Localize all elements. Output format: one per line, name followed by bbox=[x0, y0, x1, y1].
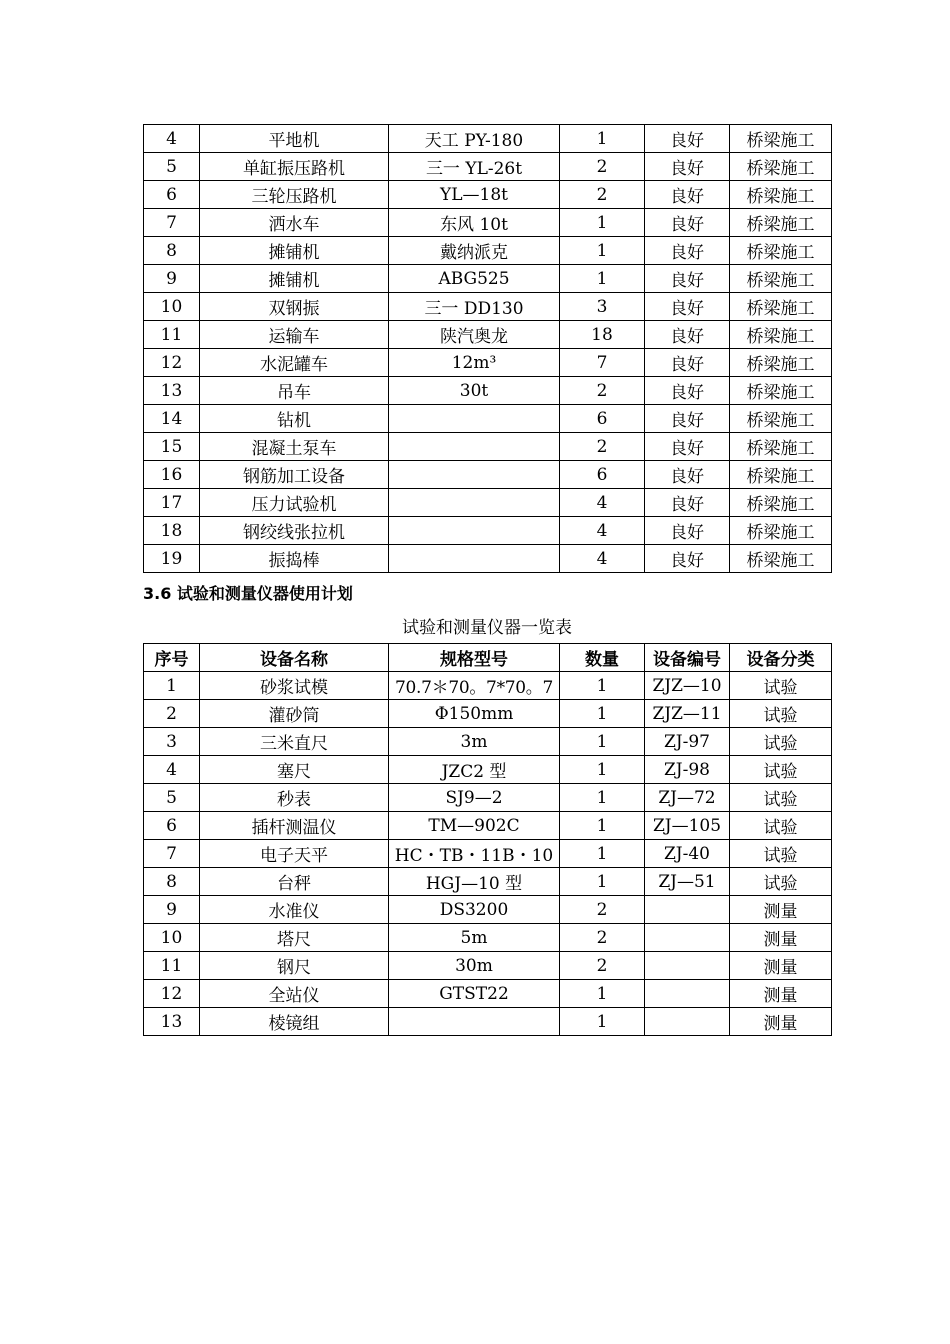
table-row bbox=[144, 924, 832, 952]
equipment-name-cell: 双钢振 bbox=[200, 293, 389, 321]
row-number-cell: 11 bbox=[144, 321, 200, 349]
spec-cell: 3m bbox=[389, 728, 560, 756]
equipment-name-cell: 钻机 bbox=[200, 405, 389, 433]
usage-cell: 桥梁施工 bbox=[730, 321, 832, 349]
quantity-cell: 1 bbox=[560, 980, 645, 1008]
instrument-name-cell: 全站仪 bbox=[200, 980, 389, 1008]
row-number-cell: 11 bbox=[144, 952, 200, 980]
table-row bbox=[144, 181, 832, 209]
row-number-cell: 7 bbox=[144, 209, 200, 237]
spec-cell: HC・TB・11B・10 bbox=[389, 840, 560, 868]
instrument-name-cell: 插杆测温仪 bbox=[200, 812, 389, 840]
model-cell bbox=[389, 545, 560, 573]
quantity-cell: 1 bbox=[560, 840, 645, 868]
equipment-name-cell: 混凝土泵车 bbox=[200, 433, 389, 461]
table-row bbox=[144, 377, 832, 405]
category-cell: 试验 bbox=[730, 756, 832, 784]
usage-cell: 桥梁施工 bbox=[730, 405, 832, 433]
model-cell: 三一 YL-26t bbox=[389, 153, 560, 181]
quantity-cell: 2 bbox=[560, 924, 645, 952]
model-cell: 天工 PY-180 bbox=[389, 125, 560, 153]
condition-cell: 良好 bbox=[645, 545, 730, 573]
quantity-cell: 2 bbox=[560, 377, 645, 405]
column-header: 设备编号 bbox=[645, 644, 730, 672]
row-number-cell: 3 bbox=[144, 728, 200, 756]
condition-cell: 良好 bbox=[645, 405, 730, 433]
equipment-name-cell: 摊铺机 bbox=[200, 265, 389, 293]
equipment-code-cell bbox=[645, 1008, 730, 1036]
model-cell: 30t bbox=[389, 377, 560, 405]
column-header: 设备名称 bbox=[200, 644, 389, 672]
spec-cell: Φ150mm bbox=[389, 700, 560, 728]
row-number-cell: 12 bbox=[144, 980, 200, 1008]
equipment-name-cell: 平地机 bbox=[200, 125, 389, 153]
spec-cell: 70.7＊70。7*70。7 bbox=[389, 672, 560, 700]
quantity-cell: 6 bbox=[560, 405, 645, 433]
equipment-name-cell: 钢筋加工设备 bbox=[200, 461, 389, 489]
equipment-name-cell: 压力试验机 bbox=[200, 489, 389, 517]
column-header: 规格型号 bbox=[389, 644, 560, 672]
instrument-table-body bbox=[144, 672, 832, 1036]
category-cell: 试验 bbox=[730, 728, 832, 756]
usage-cell: 桥梁施工 bbox=[730, 545, 832, 573]
category-cell: 试验 bbox=[730, 672, 832, 700]
equipment-code-cell bbox=[645, 952, 730, 980]
equipment-name-cell: 吊车 bbox=[200, 377, 389, 405]
machine-table-body bbox=[144, 125, 832, 573]
table-row bbox=[144, 153, 832, 181]
quantity-cell: 1 bbox=[560, 728, 645, 756]
section-heading: 3.6 试验和测量仪器使用计划 bbox=[143, 584, 353, 603]
equipment-code-cell: ZJZ—11 bbox=[645, 700, 730, 728]
table-row bbox=[144, 293, 832, 321]
table-row bbox=[144, 545, 832, 573]
row-number-cell: 5 bbox=[144, 153, 200, 181]
row-number-cell: 8 bbox=[144, 868, 200, 896]
model-cell: 12m³ bbox=[389, 349, 560, 377]
table-row bbox=[144, 517, 832, 545]
equipment-name-cell: 钢绞线张拉机 bbox=[200, 517, 389, 545]
usage-cell: 桥梁施工 bbox=[730, 377, 832, 405]
row-number-cell: 6 bbox=[144, 812, 200, 840]
instrument-name-cell: 棱镜组 bbox=[200, 1008, 389, 1036]
row-number-cell: 10 bbox=[144, 293, 200, 321]
equipment-name-cell: 单缸振压路机 bbox=[200, 153, 389, 181]
table-row bbox=[144, 125, 832, 153]
equipment-name-cell: 洒水车 bbox=[200, 209, 389, 237]
column-header: 设备分类 bbox=[730, 644, 832, 672]
instrument-name-cell: 塞尺 bbox=[200, 756, 389, 784]
condition-cell: 良好 bbox=[645, 153, 730, 181]
spec-cell: 5m bbox=[389, 924, 560, 952]
row-number-cell: 4 bbox=[144, 125, 200, 153]
model-cell: 三一 DD130 bbox=[389, 293, 560, 321]
quantity-cell: 6 bbox=[560, 461, 645, 489]
condition-cell: 良好 bbox=[645, 293, 730, 321]
quantity-cell: 1 bbox=[560, 209, 645, 237]
equipment-code-cell bbox=[645, 896, 730, 924]
equipment-code-cell: ZJZ—10 bbox=[645, 672, 730, 700]
model-cell: YL—18t bbox=[389, 181, 560, 209]
spec-cell: 30m bbox=[389, 952, 560, 980]
spec-cell: GTST22 bbox=[389, 980, 560, 1008]
table-row bbox=[144, 980, 832, 1008]
quantity-cell: 1 bbox=[560, 1008, 645, 1036]
category-cell: 试验 bbox=[730, 784, 832, 812]
column-header: 数量 bbox=[560, 644, 645, 672]
table-row bbox=[144, 461, 832, 489]
table-row bbox=[144, 756, 832, 784]
equipment-code-cell: ZJ-40 bbox=[645, 840, 730, 868]
row-number-cell: 18 bbox=[144, 517, 200, 545]
row-number-cell: 9 bbox=[144, 265, 200, 293]
condition-cell: 良好 bbox=[645, 265, 730, 293]
table-row bbox=[144, 489, 832, 517]
table-row bbox=[144, 237, 832, 265]
row-number-cell: 9 bbox=[144, 896, 200, 924]
model-cell: 东风 10t bbox=[389, 209, 560, 237]
category-cell: 测量 bbox=[730, 980, 832, 1008]
instrument-name-cell: 塔尺 bbox=[200, 924, 389, 952]
condition-cell: 良好 bbox=[645, 377, 730, 405]
quantity-cell: 3 bbox=[560, 293, 645, 321]
equipment-code-cell: ZJ—105 bbox=[645, 812, 730, 840]
instrument-name-cell: 三米直尺 bbox=[200, 728, 389, 756]
condition-cell: 良好 bbox=[645, 433, 730, 461]
instrument-table bbox=[143, 643, 832, 1036]
usage-cell: 桥梁施工 bbox=[730, 293, 832, 321]
quantity-cell: 4 bbox=[560, 489, 645, 517]
category-cell: 测量 bbox=[730, 952, 832, 980]
quantity-cell: 1 bbox=[560, 784, 645, 812]
spec-cell: SJ9—2 bbox=[389, 784, 560, 812]
quantity-cell: 2 bbox=[560, 181, 645, 209]
usage-cell: 桥梁施工 bbox=[730, 237, 832, 265]
equipment-code-cell: ZJ-98 bbox=[645, 756, 730, 784]
row-number-cell: 1 bbox=[144, 672, 200, 700]
row-number-cell: 12 bbox=[144, 349, 200, 377]
quantity-cell: 1 bbox=[560, 125, 645, 153]
instrument-name-cell: 台秤 bbox=[200, 868, 389, 896]
usage-cell: 桥梁施工 bbox=[730, 489, 832, 517]
table-row bbox=[144, 672, 832, 700]
usage-cell: 桥梁施工 bbox=[730, 125, 832, 153]
header-row bbox=[144, 644, 832, 672]
quantity-cell: 7 bbox=[560, 349, 645, 377]
usage-cell: 桥梁施工 bbox=[730, 153, 832, 181]
model-cell: ABG525 bbox=[389, 265, 560, 293]
category-cell: 试验 bbox=[730, 868, 832, 896]
quantity-cell: 2 bbox=[560, 896, 645, 924]
instrument-name-cell: 电子天平 bbox=[200, 840, 389, 868]
usage-cell: 桥梁施工 bbox=[730, 265, 832, 293]
category-cell: 试验 bbox=[730, 812, 832, 840]
row-number-cell: 8 bbox=[144, 237, 200, 265]
quantity-cell: 1 bbox=[560, 700, 645, 728]
instrument-table-header bbox=[144, 644, 832, 672]
quantity-cell: 1 bbox=[560, 868, 645, 896]
quantity-cell: 1 bbox=[560, 237, 645, 265]
table-row bbox=[144, 349, 832, 377]
model-cell bbox=[389, 461, 560, 489]
spec-cell: DS3200 bbox=[389, 896, 560, 924]
quantity-cell: 1 bbox=[560, 812, 645, 840]
condition-cell: 良好 bbox=[645, 125, 730, 153]
equipment-code-cell: ZJ—51 bbox=[645, 868, 730, 896]
category-cell: 测量 bbox=[730, 1008, 832, 1036]
table-row bbox=[144, 700, 832, 728]
condition-cell: 良好 bbox=[645, 321, 730, 349]
row-number-cell: 5 bbox=[144, 784, 200, 812]
table-row bbox=[144, 812, 832, 840]
quantity-cell: 2 bbox=[560, 153, 645, 181]
spec-cell bbox=[389, 1008, 560, 1036]
row-number-cell: 14 bbox=[144, 405, 200, 433]
instrument-name-cell: 灌砂筒 bbox=[200, 700, 389, 728]
table-row bbox=[144, 868, 832, 896]
condition-cell: 良好 bbox=[645, 237, 730, 265]
model-cell: 陕汽奥龙 bbox=[389, 321, 560, 349]
quantity-cell: 4 bbox=[560, 517, 645, 545]
condition-cell: 良好 bbox=[645, 181, 730, 209]
quantity-cell: 1 bbox=[560, 672, 645, 700]
instrument-name-cell: 钢尺 bbox=[200, 952, 389, 980]
equipment-name-cell: 运输车 bbox=[200, 321, 389, 349]
condition-cell: 良好 bbox=[645, 461, 730, 489]
machine-table bbox=[143, 124, 832, 573]
quantity-cell: 4 bbox=[560, 545, 645, 573]
equipment-code-cell: ZJ-97 bbox=[645, 728, 730, 756]
quantity-cell: 18 bbox=[560, 321, 645, 349]
usage-cell: 桥梁施工 bbox=[730, 209, 832, 237]
row-number-cell: 10 bbox=[144, 924, 200, 952]
condition-cell: 良好 bbox=[645, 209, 730, 237]
column-header: 序号 bbox=[144, 644, 200, 672]
table-row bbox=[144, 433, 832, 461]
instrument-name-cell: 水准仪 bbox=[200, 896, 389, 924]
spec-cell: HGJ—10 型 bbox=[389, 868, 560, 896]
model-cell bbox=[389, 405, 560, 433]
spec-cell: JZC2 型 bbox=[389, 756, 560, 784]
row-number-cell: 17 bbox=[144, 489, 200, 517]
row-number-cell: 2 bbox=[144, 700, 200, 728]
quantity-cell: 1 bbox=[560, 265, 645, 293]
instrument-name-cell: 秒表 bbox=[200, 784, 389, 812]
equipment-code-cell bbox=[645, 924, 730, 952]
row-number-cell: 13 bbox=[144, 1008, 200, 1036]
category-cell: 测量 bbox=[730, 924, 832, 952]
table-row bbox=[144, 952, 832, 980]
table-row bbox=[144, 265, 832, 293]
spec-cell: TM—902C bbox=[389, 812, 560, 840]
table-row bbox=[144, 321, 832, 349]
condition-cell: 良好 bbox=[645, 517, 730, 545]
row-number-cell: 7 bbox=[144, 840, 200, 868]
condition-cell: 良好 bbox=[645, 349, 730, 377]
table-row bbox=[144, 784, 832, 812]
usage-cell: 桥梁施工 bbox=[730, 349, 832, 377]
table-row bbox=[144, 728, 832, 756]
usage-cell: 桥梁施工 bbox=[730, 433, 832, 461]
equipment-name-cell: 水泥罐车 bbox=[200, 349, 389, 377]
equipment-code-cell bbox=[645, 980, 730, 1008]
row-number-cell: 13 bbox=[144, 377, 200, 405]
row-number-cell: 6 bbox=[144, 181, 200, 209]
table-row bbox=[144, 896, 832, 924]
instrument-name-cell: 砂浆试模 bbox=[200, 672, 389, 700]
equipment-name-cell: 振捣棒 bbox=[200, 545, 389, 573]
model-cell bbox=[389, 433, 560, 461]
table-row bbox=[144, 840, 832, 868]
category-cell: 测量 bbox=[730, 896, 832, 924]
row-number-cell: 4 bbox=[144, 756, 200, 784]
table-row bbox=[144, 1008, 832, 1036]
usage-cell: 桥梁施工 bbox=[730, 181, 832, 209]
usage-cell: 桥梁施工 bbox=[730, 461, 832, 489]
row-number-cell: 15 bbox=[144, 433, 200, 461]
quantity-cell: 2 bbox=[560, 952, 645, 980]
usage-cell: 桥梁施工 bbox=[730, 517, 832, 545]
equipment-name-cell: 三轮压路机 bbox=[200, 181, 389, 209]
model-cell bbox=[389, 517, 560, 545]
table-row bbox=[144, 209, 832, 237]
quantity-cell: 1 bbox=[560, 756, 645, 784]
table-row bbox=[144, 405, 832, 433]
category-cell: 试验 bbox=[730, 840, 832, 868]
equipment-code-cell: ZJ—72 bbox=[645, 784, 730, 812]
equipment-name-cell: 摊铺机 bbox=[200, 237, 389, 265]
category-cell: 试验 bbox=[730, 700, 832, 728]
model-cell: 戴纳派克 bbox=[389, 237, 560, 265]
row-number-cell: 16 bbox=[144, 461, 200, 489]
row-number-cell: 19 bbox=[144, 545, 200, 573]
instrument-table-caption: 试验和测量仪器一览表 bbox=[402, 618, 572, 638]
condition-cell: 良好 bbox=[645, 489, 730, 517]
model-cell bbox=[389, 489, 560, 517]
quantity-cell: 2 bbox=[560, 433, 645, 461]
